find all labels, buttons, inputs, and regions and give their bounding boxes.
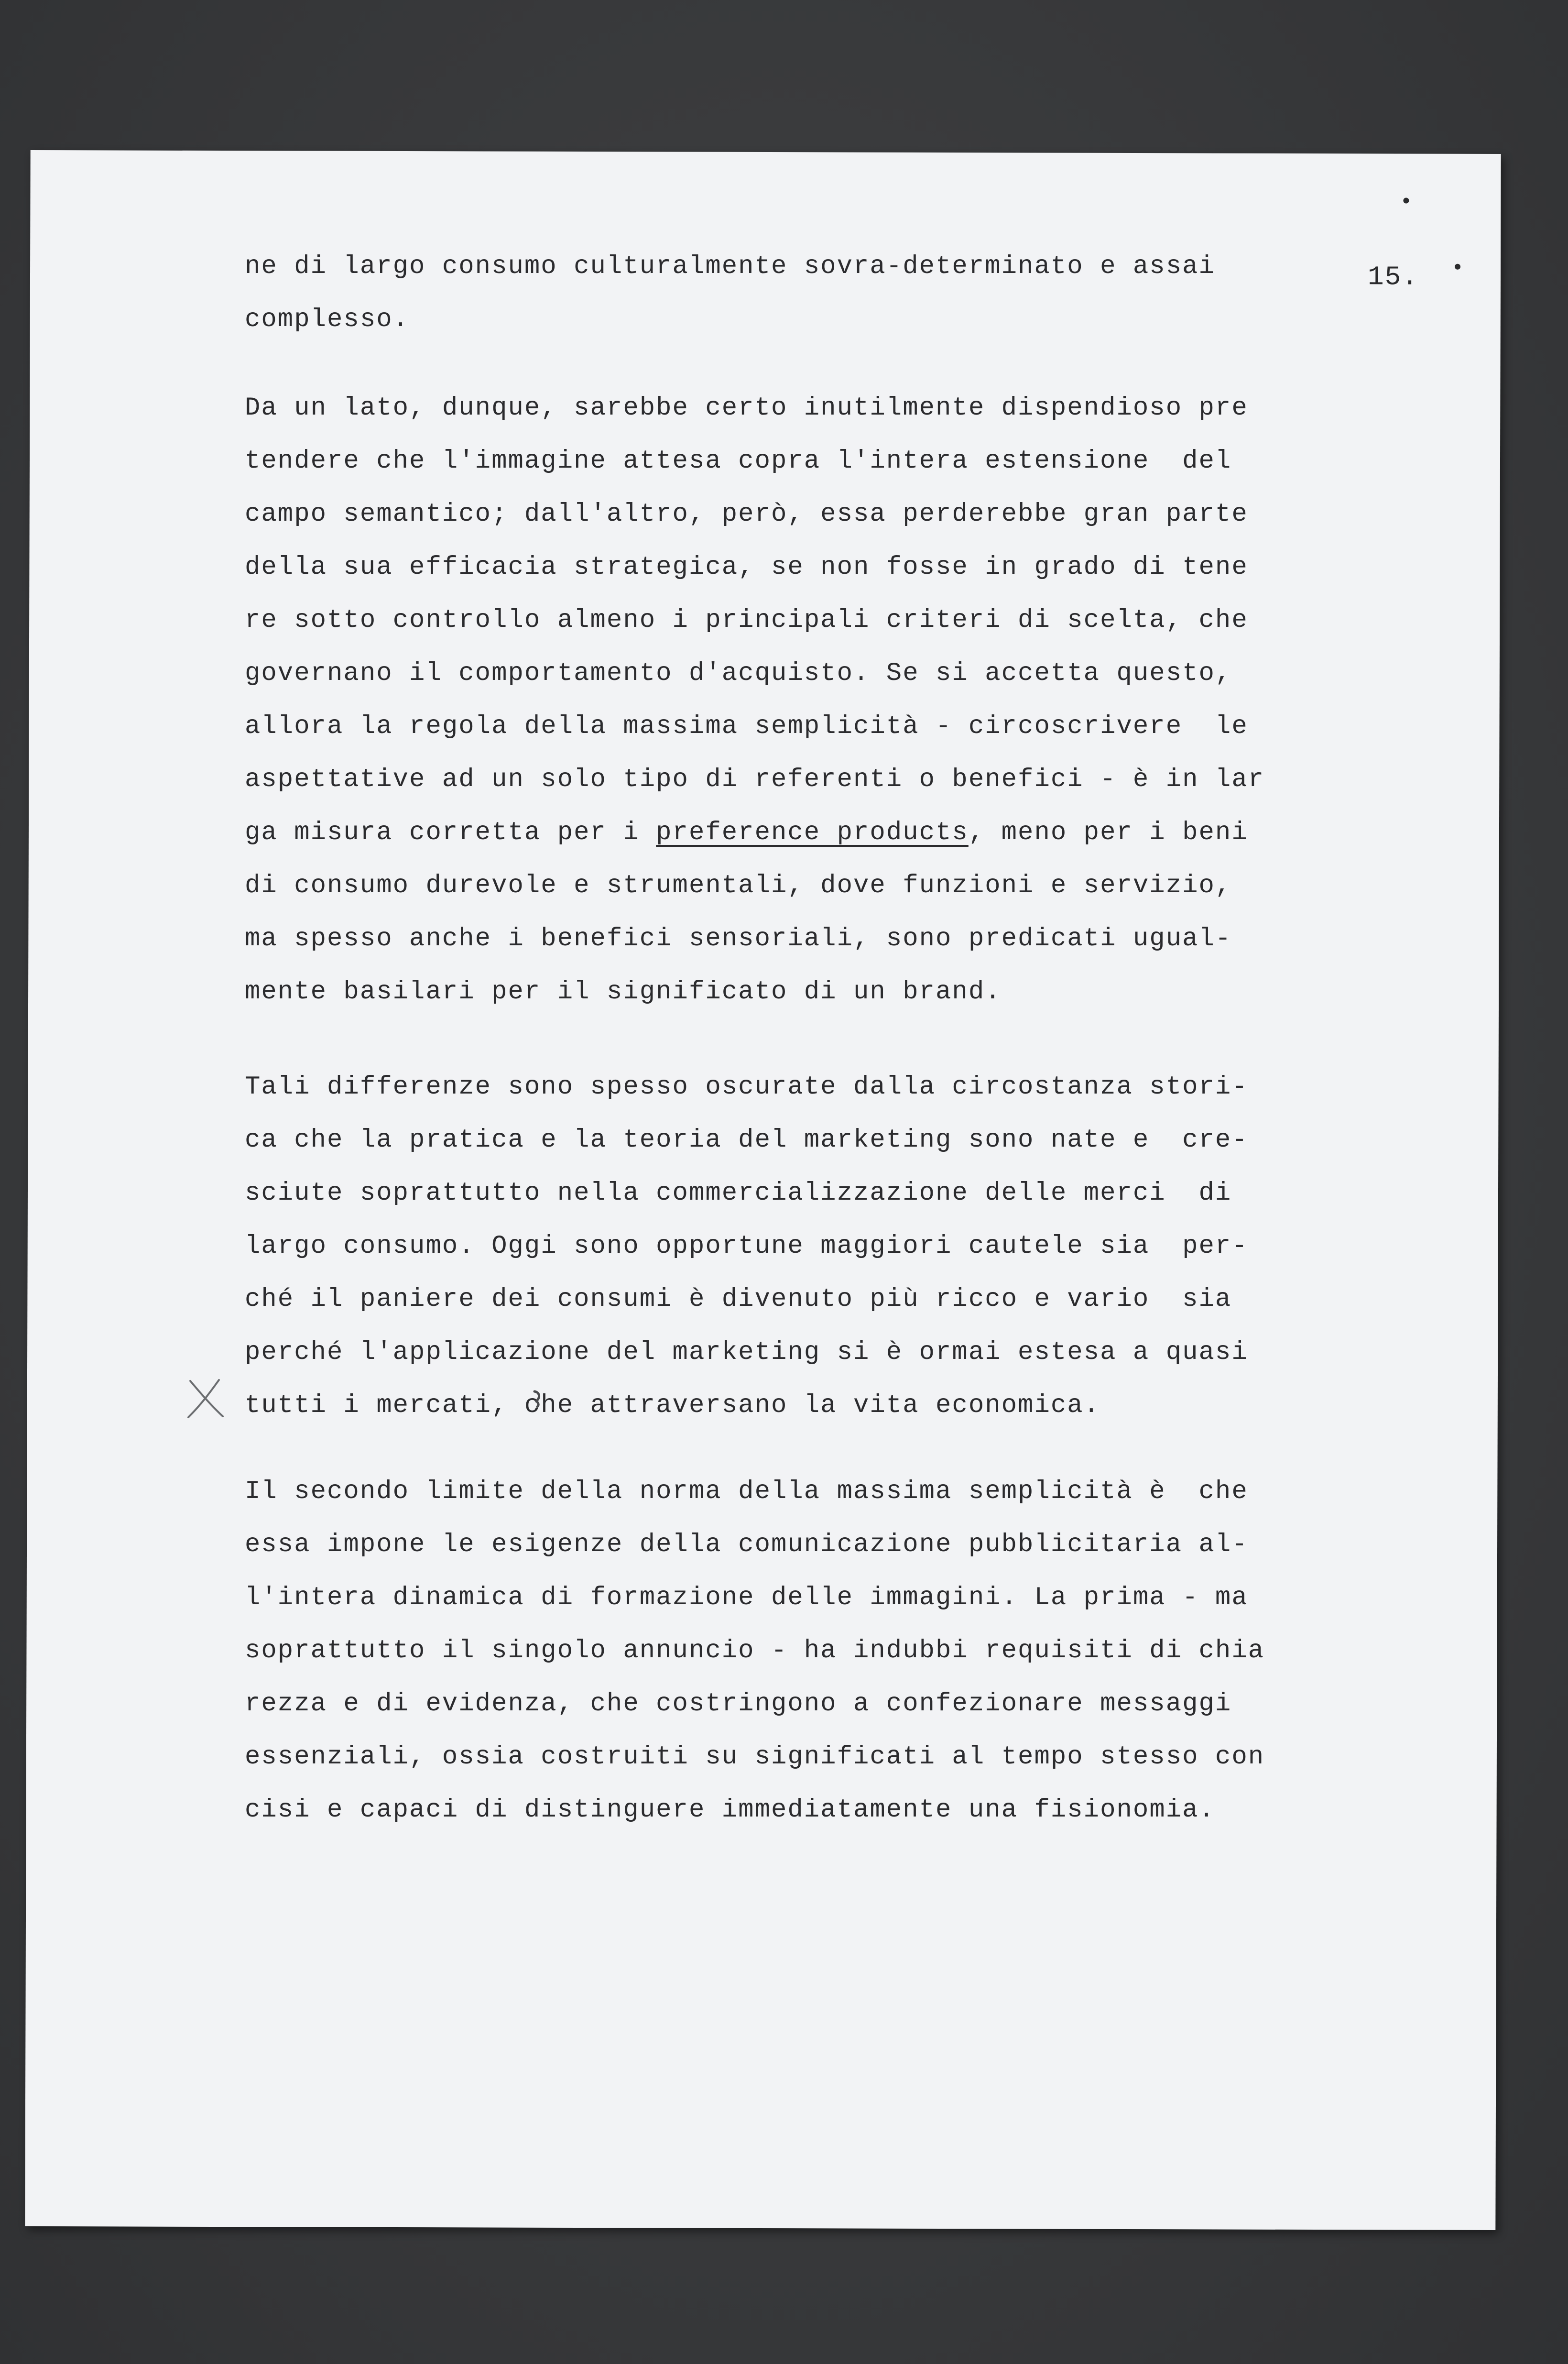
- paragraph-3: [245, 1061, 1392, 1432]
- speck-dot-icon: [1455, 264, 1460, 270]
- underlined-term: preference products: [656, 818, 969, 847]
- text-line: campo semantico; dall'altro, però, essa perderebbe gran parte: [245, 500, 1248, 529]
- text-line: soprattutto il singolo annuncio - ha indubbi requisiti di chia: [245, 1636, 1265, 1665]
- paragraph-2: [245, 382, 1392, 1018]
- handwritten-x-icon: [184, 1376, 228, 1420]
- text-line: Da un lato, dunque, sarebbe certo inutilmente dispendioso pre: [245, 394, 1248, 423]
- text-line: sciute soprattutto nella commercializzazione delle merci di: [245, 1179, 1232, 1208]
- speck-dot-icon: [1403, 197, 1409, 203]
- text-line: ne di largo consumo culturalmente sovra-determinato e assai: [245, 252, 1215, 281]
- text-line: essa impone le esigenze della comunicazione pubblicitaria al-: [245, 1530, 1248, 1559]
- text-line: re sotto controllo almeno i principali criteri di scelta, che: [245, 606, 1248, 635]
- text-line: mente basilari per il significato di un brand.: [245, 977, 1002, 1007]
- text-line: della sua efficacia strategica, se non fosse in grado di tene: [245, 553, 1248, 582]
- text-line: largo consumo. Oggi sono opportune maggiori cautele sia per-: [245, 1232, 1248, 1261]
- text-line: rezza e di evidenza, che costringono a confezionare messaggi: [245, 1689, 1232, 1718]
- text-line: complesso.: [245, 305, 410, 334]
- handwritten-comma-icon: [530, 1389, 544, 1408]
- page-number: 15.: [1367, 262, 1419, 293]
- text-line: essenziali, ossia costruiti su significati al tempo stesso con: [245, 1742, 1265, 1772]
- text-line: di consumo durevole e strumentali, dove funzioni e servizio,: [245, 871, 1232, 900]
- text-line: l'intera dinamica di formazione delle immagini. La prima - ma: [245, 1583, 1248, 1612]
- text-line: aspettative ad un solo tipo di referenti o benefici - è in lar: [245, 765, 1265, 794]
- text-line: ché il paniere dei consumi è divenuto più ricco e vario sia: [245, 1285, 1232, 1314]
- text-line: Il secondo limite della norma della massima semplicità è che: [245, 1477, 1248, 1506]
- text-line: ca che la pratica e la teoria del marketing sono nate e cre-: [245, 1126, 1248, 1155]
- text-line: ma spesso anche i benefici sensoriali, sono predicati ugual-: [245, 924, 1232, 953]
- paragraph-1: [245, 240, 1392, 346]
- text-line: Tali differenze sono spesso oscurate dalla circostanza stori-: [245, 1073, 1248, 1102]
- paragraph-4: [245, 1465, 1392, 1837]
- text-line: governano il comportamento d'acquisto. Se si accetta questo,: [245, 659, 1232, 688]
- text-line: tutti i mercati, che attraversano la vita economica.: [245, 1391, 1100, 1420]
- text-line: [245, 806, 1392, 859]
- text-segment: , meno per i beni: [968, 818, 1248, 847]
- text-line: tendere che l'immagine attesa copra l'intera estensione del: [245, 447, 1232, 476]
- text-line: allora la regola della massima semplicità - circoscrivere le: [245, 712, 1248, 741]
- text-line: perché l'applicazione del marketing si è ormai estesa a quasi: [245, 1338, 1248, 1367]
- text-segment: ga misura corretta per i: [245, 818, 656, 847]
- text-line: cisi e capaci di distinguere immediatamente una fisionomia.: [245, 1795, 1215, 1825]
